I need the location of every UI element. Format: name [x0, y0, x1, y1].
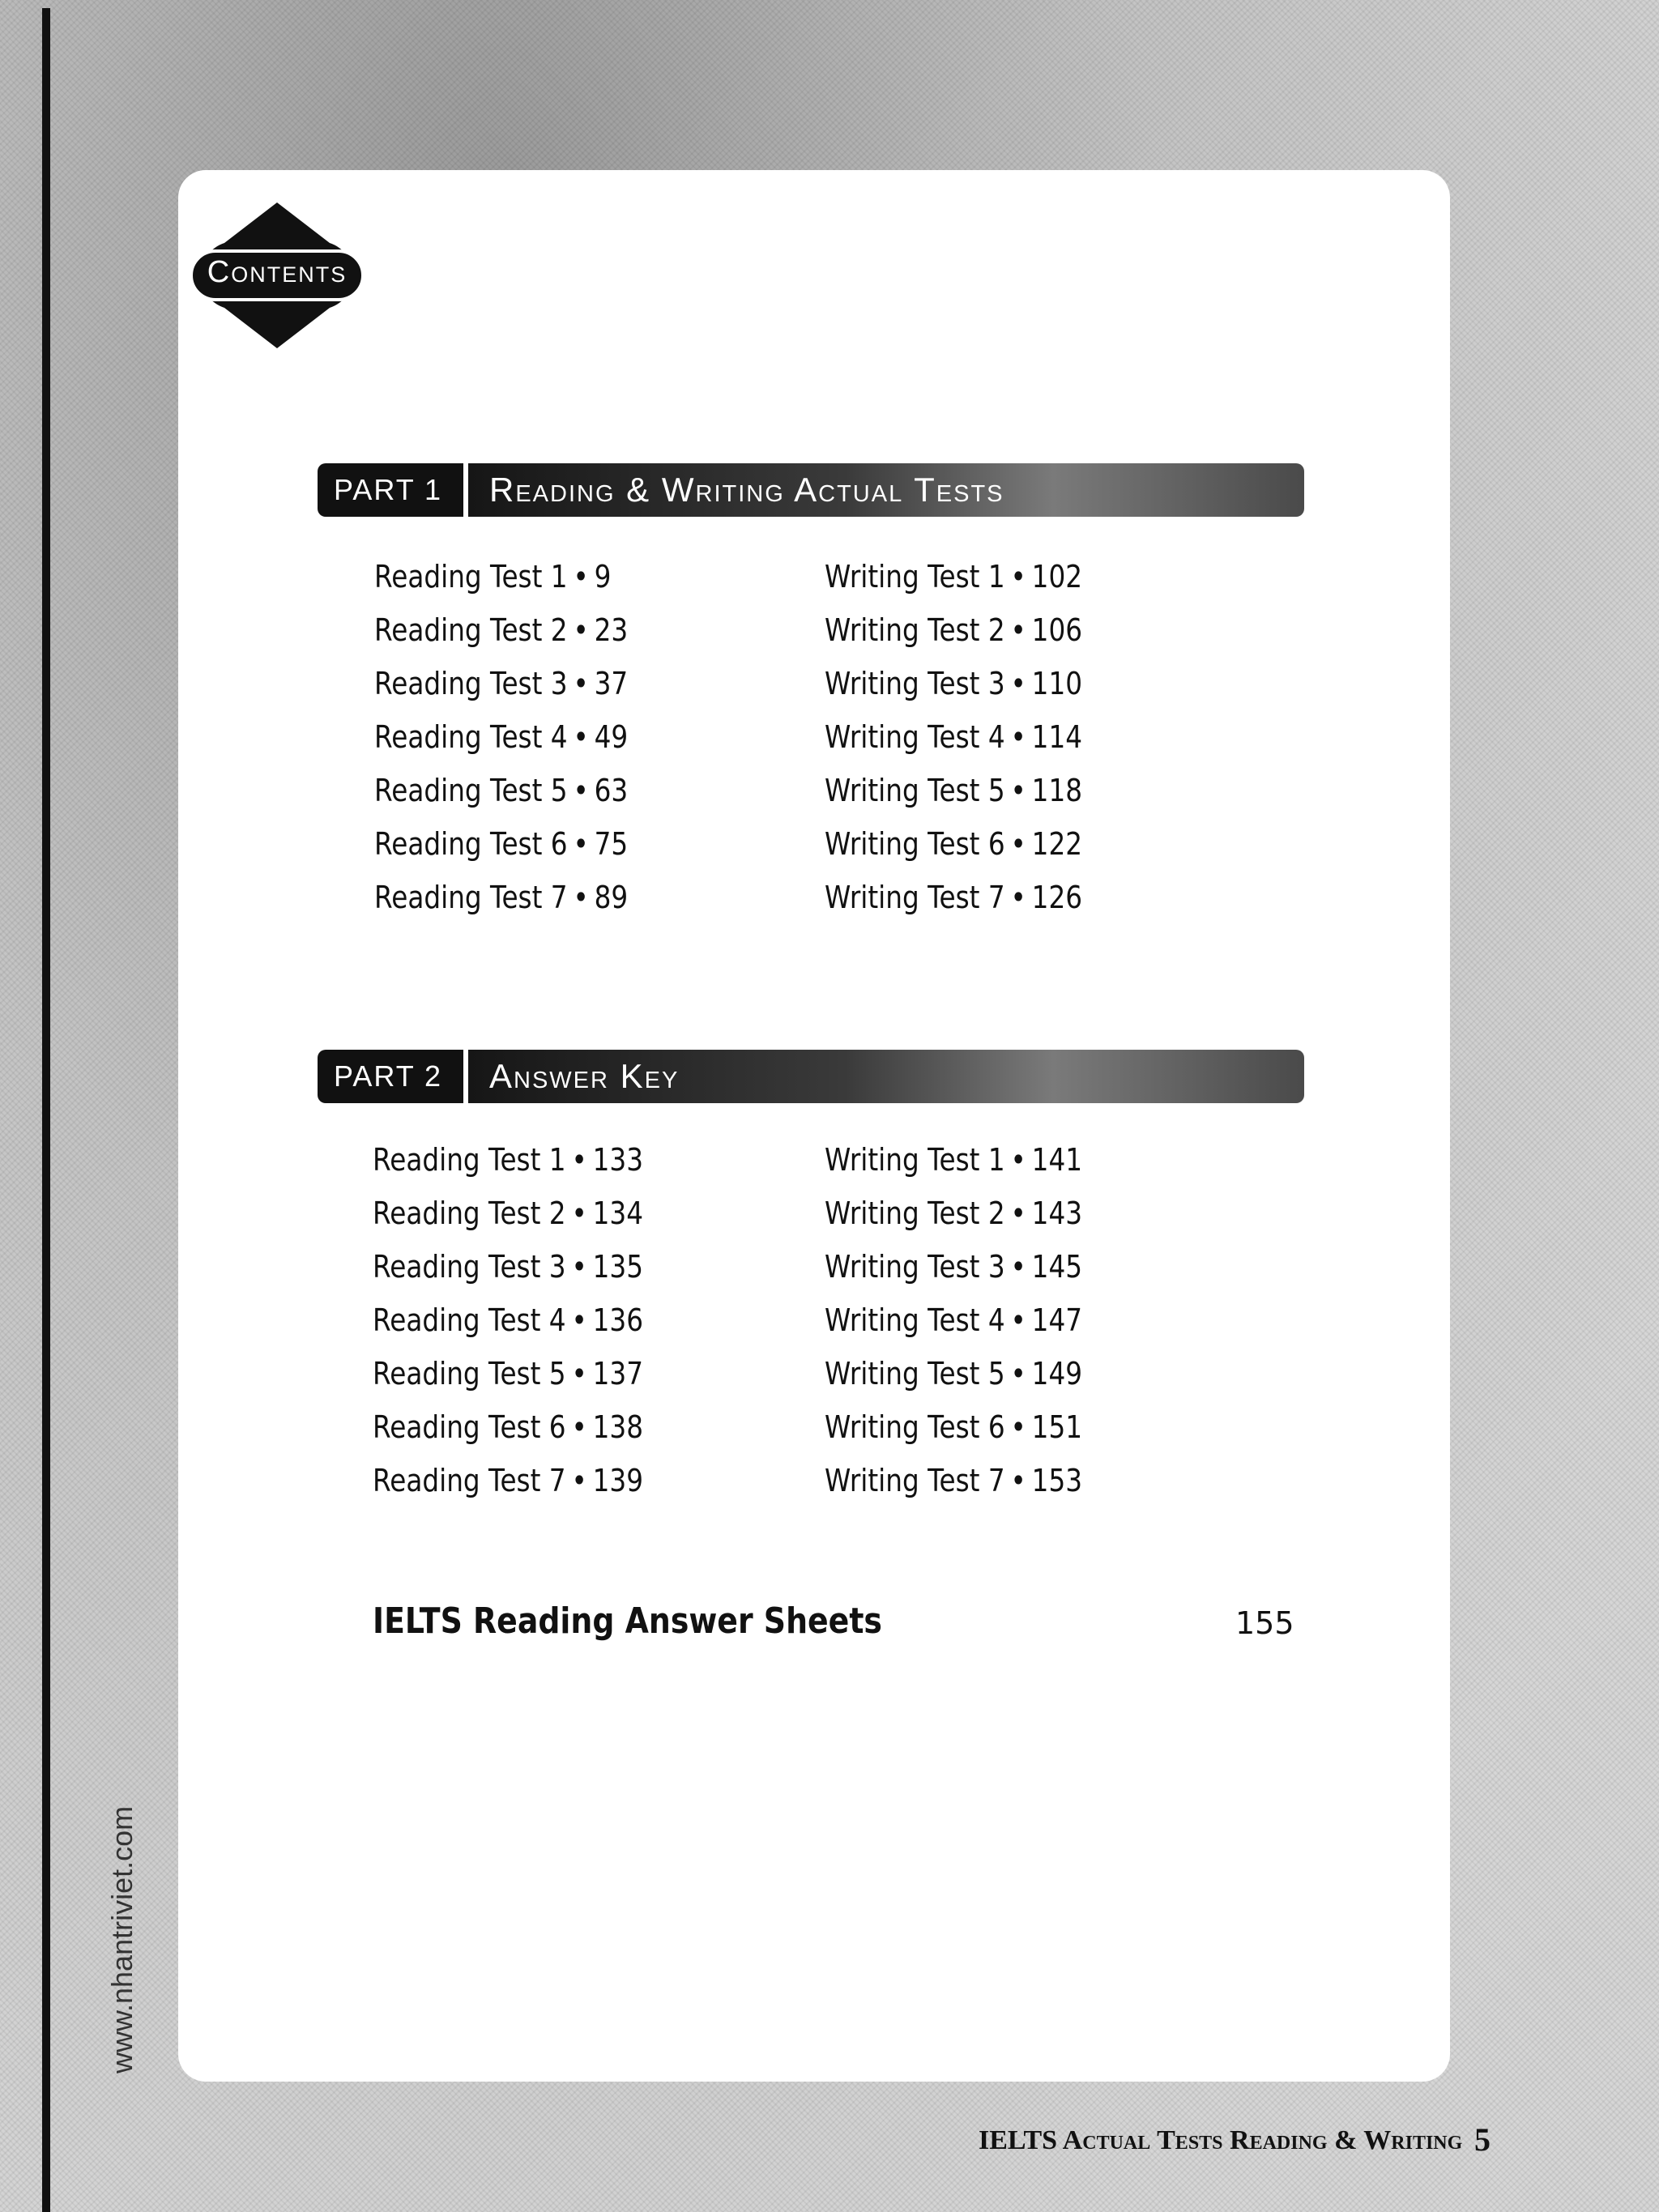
toc-entry-label: Writing Test 3 — [825, 666, 1005, 701]
toc-entry — [374, 559, 628, 612]
toc-separator: • — [1010, 666, 1026, 701]
toc-separator: • — [573, 880, 589, 915]
answer-sheets-label: IELTS Reading Answer Sheets — [373, 1600, 882, 1642]
toc-entry-page: 153 — [1031, 1463, 1083, 1498]
toc-entry-page: 141 — [1031, 1142, 1083, 1178]
toc-entry — [373, 1249, 643, 1302]
toc-separator: • — [1010, 773, 1026, 808]
toc-separator: • — [1010, 1142, 1026, 1178]
toc-entry-page: 102 — [1031, 559, 1083, 595]
toc-entry — [373, 1409, 643, 1463]
toc-entry-page: 135 — [592, 1249, 644, 1285]
toc-entry-label: Reading Test 1 — [373, 1142, 566, 1178]
toc-separator: • — [573, 826, 589, 862]
toc-entry — [825, 1463, 1082, 1516]
toc-separator: • — [571, 1463, 587, 1498]
toc-entry-page: 137 — [592, 1356, 644, 1392]
toc-entry-page: 151 — [1031, 1409, 1083, 1445]
toc-entry-label: Writing Test 1 — [825, 559, 1005, 595]
toc-separator: • — [1010, 880, 1026, 915]
toc-entry — [825, 826, 1082, 880]
toc-entry-page: 63 — [594, 773, 629, 808]
toc-entry-label: Writing Test 5 — [825, 773, 1005, 808]
toc-separator: • — [1010, 1409, 1026, 1445]
toc-separator: • — [573, 612, 589, 648]
toc-entry — [825, 1302, 1082, 1356]
part-2-header — [318, 1050, 1304, 1103]
toc-entry-label: Reading Test 1 — [374, 559, 568, 595]
toc-entry-page: 122 — [1031, 826, 1083, 862]
footer-page-number: 5 — [1474, 2121, 1491, 2158]
toc-entry-label: Writing Test 7 — [825, 880, 1005, 915]
toc-entry-page: 136 — [592, 1302, 644, 1338]
part-1-writing-list — [825, 559, 1124, 933]
toc-separator: • — [571, 1249, 587, 1285]
toc-entry-page: 133 — [592, 1142, 644, 1178]
toc-entry — [825, 719, 1082, 773]
toc-entry-label: Reading Test 4 — [374, 719, 568, 755]
part-1-reading-list — [374, 559, 669, 933]
toc-entry-label: Writing Test 2 — [825, 1196, 1005, 1231]
toc-entry-page: 106 — [1031, 612, 1083, 648]
toc-entry-label: Writing Test 6 — [825, 826, 1005, 862]
toc-entry-label: Writing Test 6 — [825, 1409, 1005, 1445]
toc-entry — [825, 773, 1082, 826]
toc-entry — [373, 1356, 643, 1409]
page-content-area — [178, 170, 1450, 2082]
toc-separator: • — [1010, 1302, 1026, 1338]
toc-separator: • — [573, 559, 589, 595]
toc-entry-page: 110 — [1031, 666, 1083, 701]
toc-entry-page: 138 — [592, 1409, 644, 1445]
toc-separator: • — [1010, 612, 1026, 648]
toc-entry — [373, 1463, 643, 1516]
toc-entry — [825, 1196, 1082, 1249]
toc-entry — [374, 719, 628, 773]
toc-entry — [825, 666, 1082, 719]
book-spine-edge — [42, 8, 50, 2212]
toc-entry-label: Writing Test 5 — [825, 1356, 1005, 1392]
toc-entry — [825, 612, 1082, 666]
toc-entry — [825, 880, 1082, 933]
toc-entry — [825, 559, 1082, 612]
toc-entry-page: 9 — [594, 559, 612, 595]
toc-separator: • — [1010, 826, 1026, 862]
contents-badge — [188, 202, 366, 348]
toc-entry — [374, 666, 628, 719]
toc-entry-label: Writing Test 4 — [825, 1302, 1005, 1338]
toc-entry — [373, 1302, 643, 1356]
toc-separator: • — [1010, 1356, 1026, 1392]
website-watermark: www.nhantriviet.com — [105, 1805, 139, 2073]
toc-entry-label: Reading Test 4 — [373, 1302, 566, 1338]
part-1-title: Reading & Writing Actual Tests — [468, 463, 1304, 517]
part-2-number: PART 2 — [318, 1050, 463, 1103]
toc-separator: • — [573, 719, 589, 755]
toc-entry — [825, 1409, 1082, 1463]
toc-entry — [373, 1196, 643, 1249]
toc-entry — [373, 1142, 643, 1196]
toc-separator: • — [1010, 1249, 1026, 1285]
toc-entry-page: 75 — [594, 826, 629, 862]
toc-entry-page: 114 — [1031, 719, 1083, 755]
toc-separator: • — [571, 1142, 587, 1178]
toc-separator: • — [1010, 1463, 1026, 1498]
toc-separator: • — [571, 1302, 587, 1338]
toc-entry-label: Reading Test 3 — [374, 666, 568, 701]
toc-separator: • — [1010, 559, 1026, 595]
toc-entry-label: Reading Test 6 — [373, 1409, 566, 1445]
toc-entry-page: 143 — [1031, 1196, 1083, 1231]
toc-entry-label: Reading Test 7 — [374, 880, 568, 915]
toc-entry — [374, 612, 628, 666]
toc-entry-page: 139 — [592, 1463, 644, 1498]
toc-entry-label: Reading Test 2 — [374, 612, 568, 648]
toc-entry-page: 49 — [594, 719, 629, 755]
toc-separator: • — [573, 666, 589, 701]
toc-entry-label: Reading Test 2 — [373, 1196, 566, 1231]
toc-entry-label: Reading Test 7 — [373, 1463, 566, 1498]
toc-entry-page: 134 — [592, 1196, 644, 1231]
toc-entry — [825, 1356, 1082, 1409]
toc-entry-page: 23 — [594, 612, 629, 648]
toc-entry-label: Reading Test 5 — [373, 1356, 566, 1392]
footer-book-title: IELTS Actual Tests Reading & Writing — [979, 2125, 1463, 2155]
answer-sheets-page: 155 — [1235, 1605, 1294, 1641]
part-2-reading-list — [373, 1142, 687, 1516]
part-2-title: Answer Key — [468, 1050, 1304, 1103]
toc-separator: • — [573, 773, 589, 808]
toc-entry-label: Writing Test 2 — [825, 612, 1005, 648]
toc-separator: • — [1010, 719, 1026, 755]
toc-entry — [374, 880, 628, 933]
part-1-number: PART 1 — [318, 463, 463, 517]
toc-entry-page: 145 — [1031, 1249, 1083, 1285]
toc-separator: • — [571, 1356, 587, 1392]
toc-entry-label: Writing Test 4 — [825, 719, 1005, 755]
toc-entry-label: Reading Test 3 — [373, 1249, 566, 1285]
toc-entry-page: 37 — [594, 666, 629, 701]
part-2-writing-list — [825, 1142, 1124, 1516]
toc-entry-page: 118 — [1031, 773, 1083, 808]
toc-entry-page: 147 — [1031, 1302, 1083, 1338]
toc-entry-page: 89 — [594, 880, 629, 915]
toc-separator: • — [1010, 1196, 1026, 1231]
toc-separator: • — [571, 1196, 587, 1231]
toc-entry-label: Writing Test 3 — [825, 1249, 1005, 1285]
toc-entry-label: Reading Test 6 — [374, 826, 568, 862]
toc-entry-label: Writing Test 1 — [825, 1142, 1005, 1178]
toc-entry-label: Writing Test 7 — [825, 1463, 1005, 1498]
toc-entry-page: 149 — [1031, 1356, 1083, 1392]
toc-entry — [374, 826, 628, 880]
toc-entry — [374, 773, 628, 826]
toc-entry-page: 126 — [1031, 880, 1083, 915]
toc-separator: • — [571, 1409, 587, 1445]
toc-entry — [825, 1249, 1082, 1302]
toc-entry-label: Reading Test 5 — [374, 773, 568, 808]
toc-entry — [825, 1142, 1082, 1196]
contents-title: Contents — [207, 255, 348, 289]
part-1-header — [318, 463, 1304, 517]
